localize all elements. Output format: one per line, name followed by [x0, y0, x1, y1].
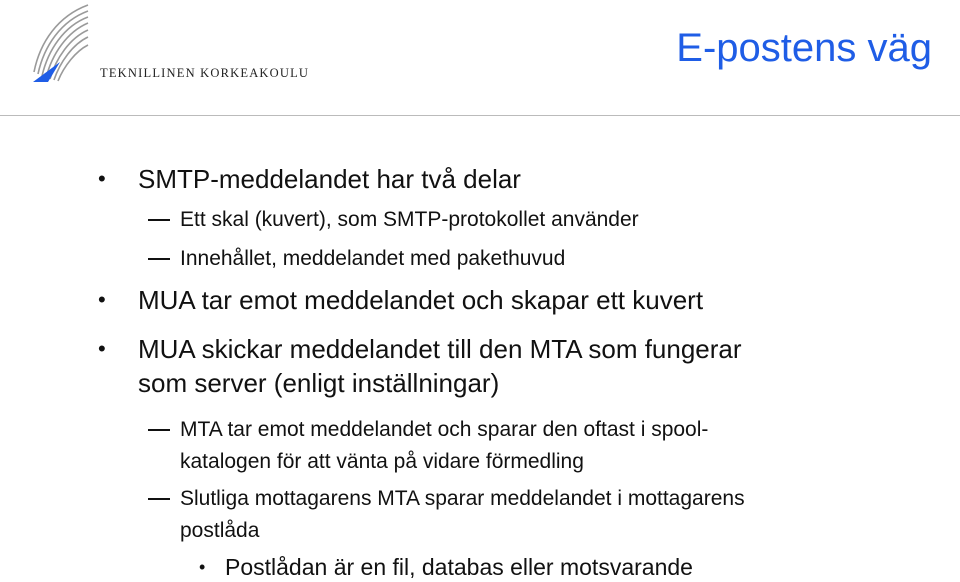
bullet-dot-icon: • [98, 287, 106, 312]
slide-title: E-postens väg [676, 26, 932, 70]
bullet-item [98, 333, 742, 365]
bullet-text-line: MUA skickar meddelandet till den MTA som fungerar [138, 334, 742, 364]
sub-bullet-text: Innehållet, meddelandet med pakethuvud [180, 247, 566, 270]
dash-icon [148, 258, 170, 260]
bullet-item [98, 163, 521, 195]
sub-bullet-text: Slutliga mottagarens MTA sparar meddelandet i mottagarens [180, 487, 745, 510]
bullet-item [98, 284, 704, 316]
bullet-text: SMTP-meddelandet har två delar [138, 164, 521, 194]
bullet-dot-icon: • [98, 166, 106, 191]
sub-sub-bullet-item [199, 553, 693, 581]
dash-icon [148, 429, 170, 431]
dash-icon [148, 219, 170, 221]
bullet-dot-icon: • [98, 336, 106, 361]
sub-bullet-item [180, 204, 639, 235]
sub-bullet-continuation [180, 446, 584, 477]
university-logo-text: TEKNILLINEN KORKEAKOULU [100, 66, 310, 80]
sub-bullet-text: MTA tar emot meddelandet och sparar den oftast i spool- [180, 418, 709, 441]
bullet-continuation [138, 367, 499, 399]
sub-sub-bullet-text: Postlådan är en fil, databas eller motsvarande [225, 554, 693, 580]
sub-bullet-text: Ett skal (kuvert), som SMTP-protokollet använder [180, 208, 639, 231]
university-logo-icon [30, 2, 92, 82]
sub-bullet-item [180, 414, 708, 445]
dash-icon [148, 498, 170, 500]
sub-bullet-item [180, 243, 565, 274]
bullet-text-line: som server (enligt inställningar) [138, 368, 500, 398]
sub-bullet-continuation [180, 515, 259, 546]
sub-bullet-text: postlåda [180, 519, 260, 542]
sub-bullet-text: katalogen för att vänta på vidare förmedling [180, 450, 584, 473]
bullet-dot-icon: • [199, 557, 206, 577]
sub-bullet-item [180, 483, 745, 514]
title-divider [0, 115, 960, 116]
bullet-text: MUA tar emot meddelandet och skapar ett kuvert [138, 285, 704, 315]
